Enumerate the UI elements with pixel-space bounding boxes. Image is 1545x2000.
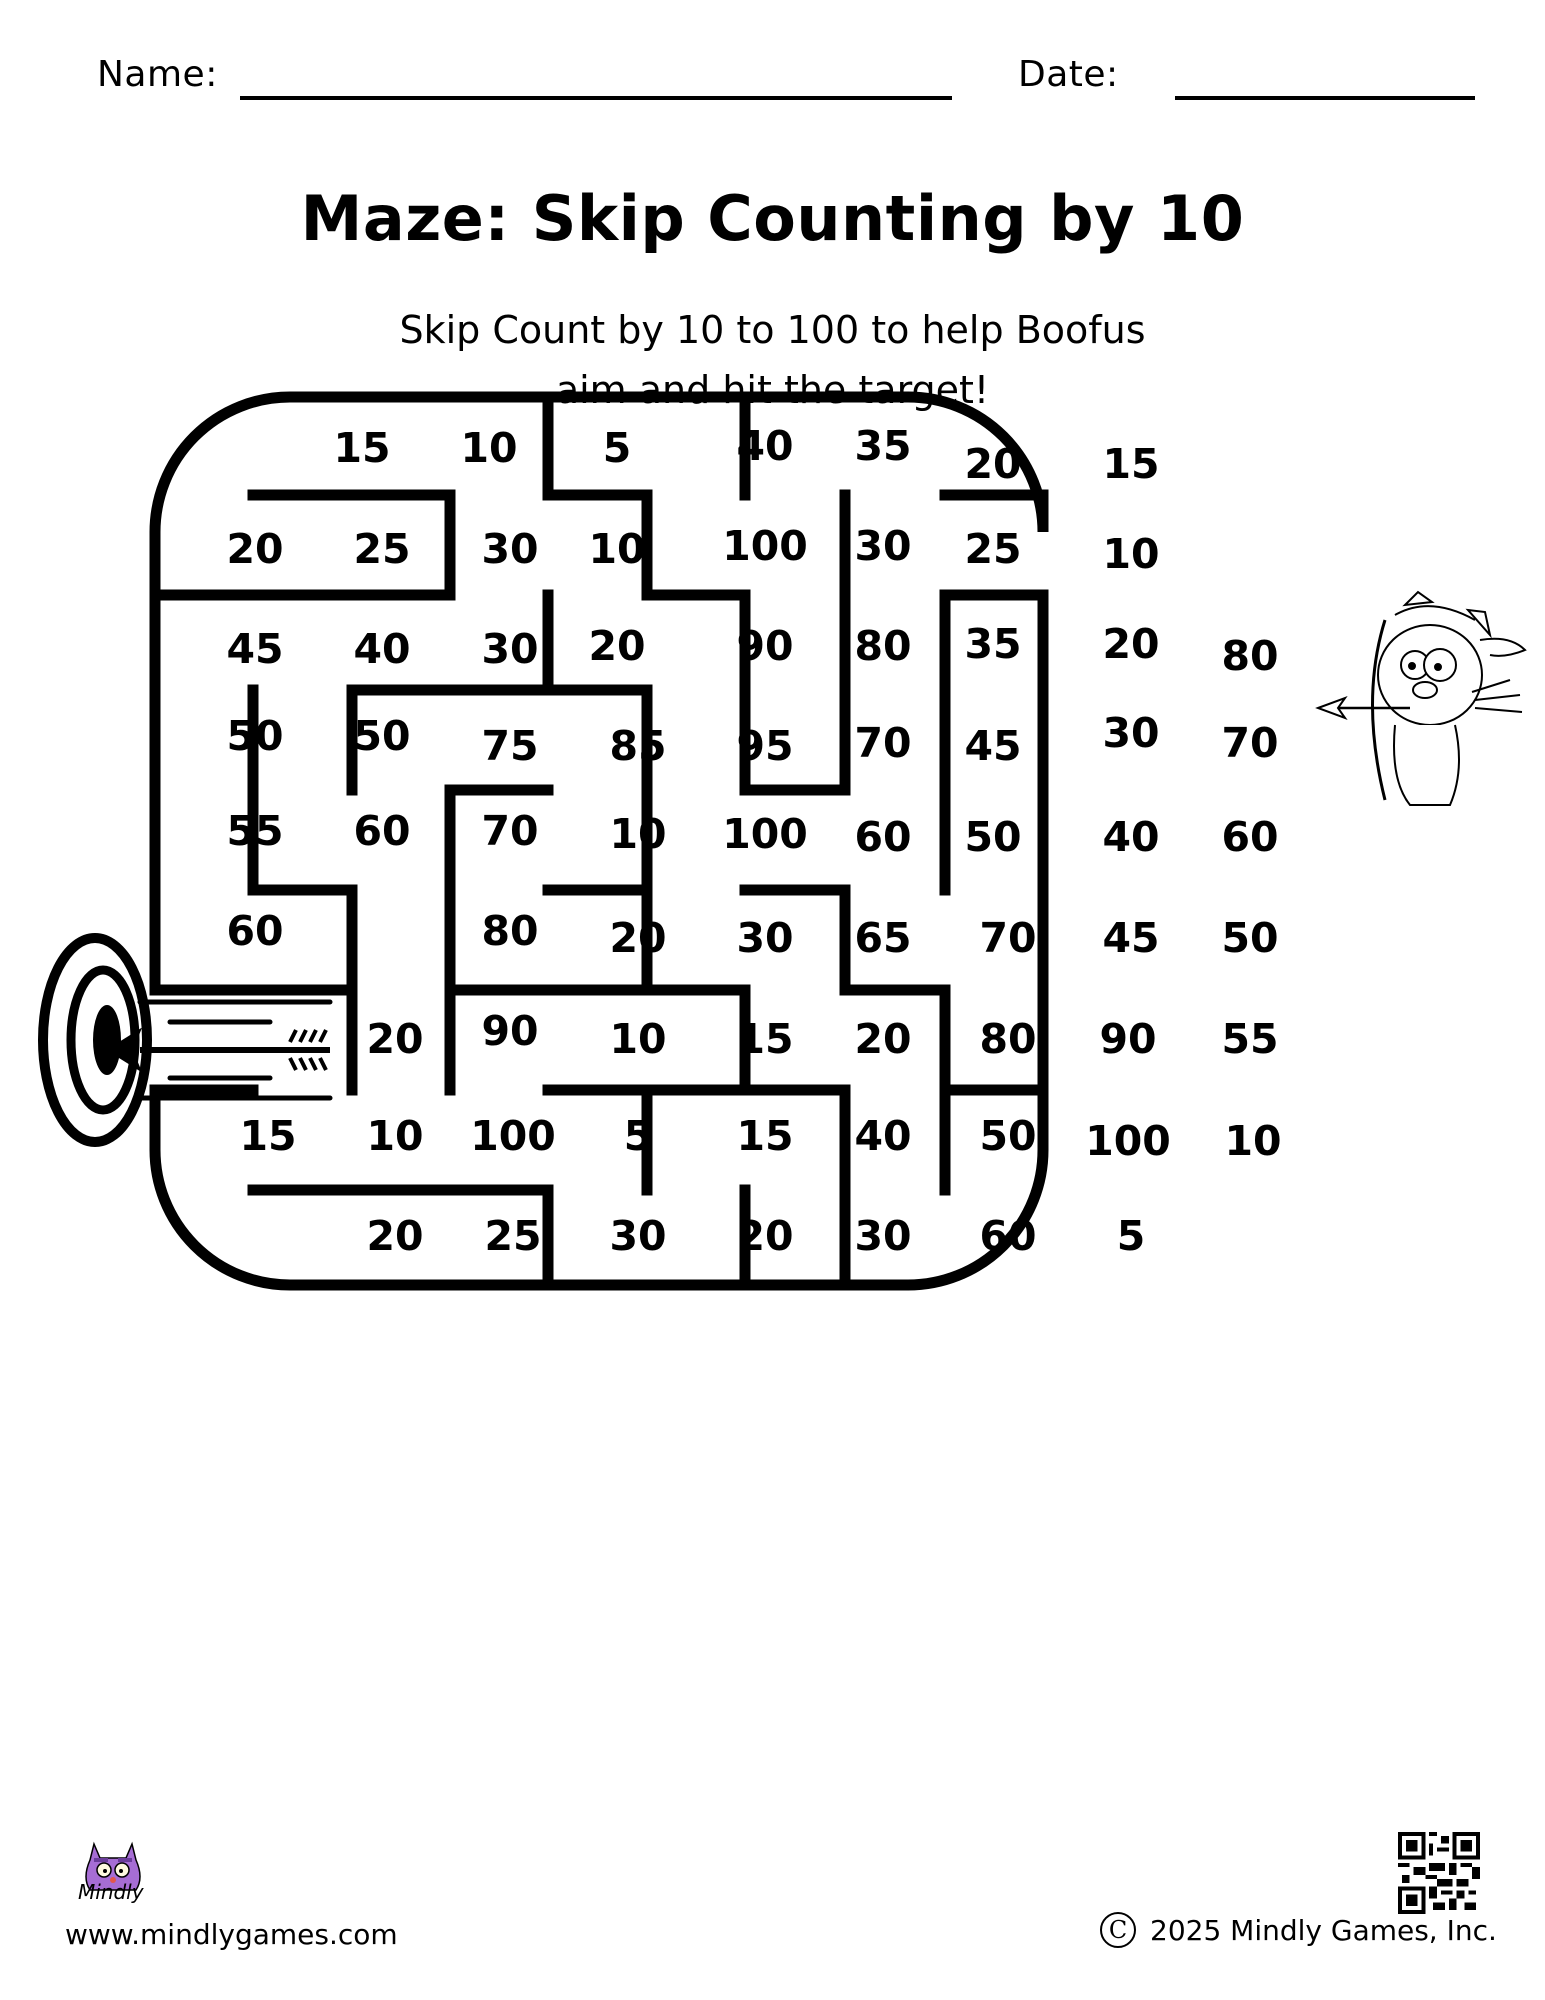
maze-cell-number[interactable]: 30 [854,1212,912,1260]
maze-cell-number[interactable]: 50 [353,712,411,760]
maze-cell-number[interactable]: 10 [609,1015,667,1063]
maze-cell-number[interactable]: 40 [353,625,411,673]
maze-cell-number[interactable]: 35 [854,422,912,470]
maze-cell-number[interactable]: 30 [1102,709,1160,757]
maze-cell-number[interactable]: 35 [964,620,1022,668]
page-title: Maze: Skip Counting by 10 [300,182,1245,255]
copyright-icon: C [1100,1912,1136,1948]
maze-cell-number[interactable]: 20 [588,622,646,670]
maze-cell-number[interactable]: 25 [484,1212,542,1260]
maze-numbers [226,422,1281,1260]
maze-cell-number[interactable]: 30 [736,914,794,962]
mindly-logo-text: Mindly [78,1880,144,1904]
maze-cell-number[interactable]: 25 [353,525,411,573]
maze-cell-number[interactable]: 95 [736,722,794,770]
maze-cell-number[interactable]: 100 [1085,1117,1171,1165]
maze-cell-number[interactable]: 70 [979,914,1037,962]
maze-cell-number[interactable]: 75 [481,722,539,770]
maze-cell-number[interactable]: 10 [460,424,518,472]
maze-cell-number[interactable]: 10 [1224,1117,1282,1165]
maze-cell-number[interactable]: 20 [366,1015,424,1063]
website-link[interactable]: www.mindlygames.com [65,1918,398,1951]
boofus-archer-icon [1318,592,1525,805]
maze-cell-number[interactable]: 55 [1221,1015,1279,1063]
maze-cell-number[interactable]: 55 [226,807,284,855]
maze-cell-number[interactable]: 25 [964,525,1022,573]
maze-cell-number[interactable]: 20 [609,914,667,962]
maze-cell-number[interactable]: 80 [854,622,912,670]
maze-cell-number[interactable]: 60 [854,813,912,861]
qr-code-icon [1398,1832,1480,1914]
name-label: Name: [97,54,218,95]
maze-cell-number[interactable]: 80 [1221,632,1279,680]
maze-cell-number[interactable]: 60 [226,907,284,955]
maze-cell-number[interactable]: 70 [1221,719,1279,767]
maze-cell-number[interactable]: 65 [854,914,912,962]
maze-cell-number[interactable]: 10 [588,525,646,573]
maze-cell-number[interactable]: 40 [736,422,794,470]
maze-cell-number[interactable]: 50 [226,712,284,760]
mindly-logo-icon [78,1838,148,1918]
maze-cell-number[interactable]: 30 [854,522,912,570]
maze-cell-number[interactable]: 100 [470,1112,556,1160]
maze-cell-number[interactable]: 30 [481,525,539,573]
maze-cell-number[interactable]: 15 [736,1112,794,1160]
maze-cell-number[interactable]: 90 [736,622,794,670]
maze-cell-number[interactable]: 45 [964,722,1022,770]
maze-cell-number[interactable]: 60 [353,807,411,855]
maze-cell-number[interactable]: 80 [979,1015,1037,1063]
maze-cell-number[interactable]: 5 [602,424,632,472]
maze-cell-number[interactable]: 20 [736,1212,794,1260]
maze-cell-number[interactable]: 15 [736,1015,794,1063]
maze-cell-number[interactable]: 20 [964,440,1022,488]
maze-cell-number[interactable]: 15 [333,424,391,472]
maze-cell-number[interactable]: 10 [609,810,667,858]
copyright [1100,1912,1497,1948]
instructions-line-2: aim and hit the target! [555,368,990,412]
maze-cell-number[interactable]: 15 [239,1112,297,1160]
maze-cell-number[interactable]: 85 [609,722,667,770]
maze-cell-number[interactable]: 60 [1221,813,1279,861]
maze-cell-number[interactable]: 80 [481,907,539,955]
maze-cell-number[interactable]: 5 [623,1112,653,1160]
maze-cell-number[interactable]: 60 [979,1212,1037,1260]
maze-cell-number[interactable]: 70 [854,719,912,767]
maze-cell-number[interactable]: 20 [226,525,284,573]
copyright-text: 2025 Mindly Games, Inc. [1150,1913,1497,1947]
maze-cell-number[interactable]: 20 [854,1015,912,1063]
maze-cell-number[interactable]: 30 [609,1212,667,1260]
maze-cell-number[interactable]: 100 [722,810,808,858]
instructions-line-1: Skip Count by 10 to 100 to help Boofus [399,308,1146,352]
maze-cell-number[interactable]: 30 [481,625,539,673]
date-label: Date: [1018,54,1119,95]
maze-cell-number[interactable]: 45 [226,625,284,673]
maze-cell-number[interactable]: 50 [1221,914,1279,962]
maze-cell-number[interactable]: 90 [481,1007,539,1055]
maze-cell-number[interactable]: 20 [366,1212,424,1260]
maze-cell-number[interactable]: 10 [366,1112,424,1160]
maze-cell-number[interactable]: 70 [481,807,539,855]
maze-cell-number[interactable]: 45 [1102,914,1160,962]
maze-cell-number[interactable]: 40 [1102,813,1160,861]
maze-cell-number[interactable]: 10 [1102,530,1160,578]
maze-cell-number[interactable]: 20 [1102,620,1160,668]
maze-cell-number[interactable]: 50 [964,813,1022,861]
maze-cell-number[interactable]: 100 [722,522,808,570]
maze-cell-number[interactable]: 50 [979,1112,1037,1160]
maze-cell-number[interactable]: 5 [1116,1212,1146,1260]
maze-cell-number[interactable]: 40 [854,1112,912,1160]
maze-cell-number[interactable]: 15 [1102,440,1160,488]
maze-cell-number[interactable]: 90 [1099,1015,1157,1063]
